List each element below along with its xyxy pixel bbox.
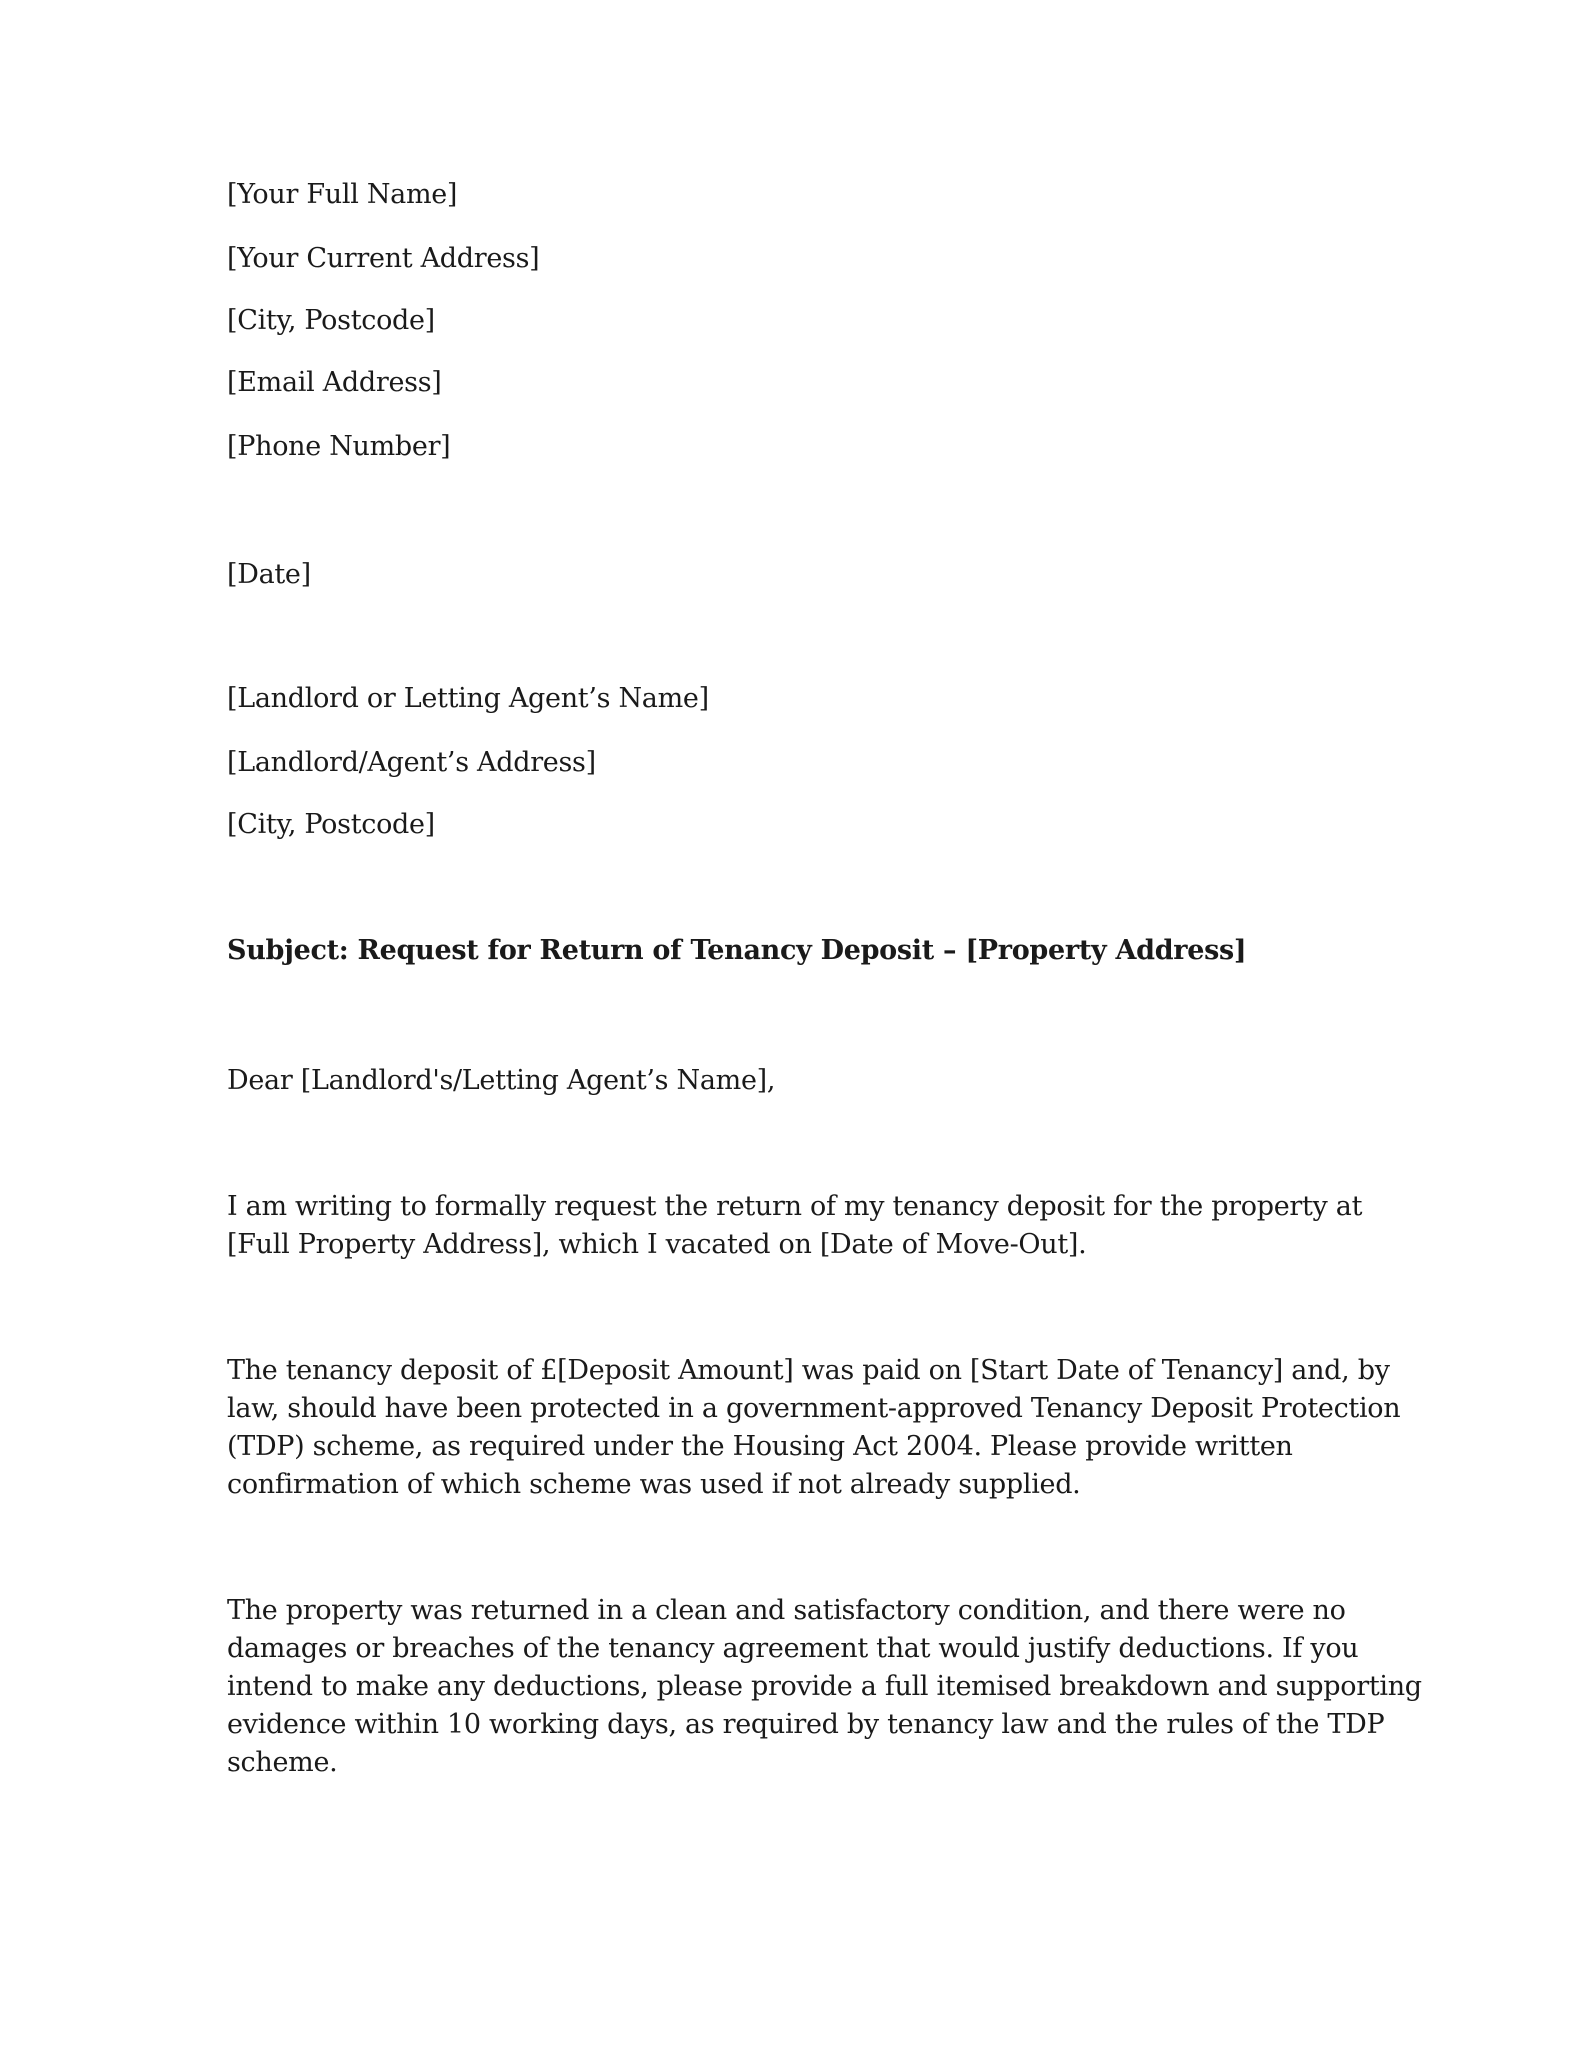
paragraph-line: The tenancy deposit of £[Deposit Amount] was paid on [Start Date of Tenancy] and, by [227, 1355, 1390, 1386]
paragraph-line: confirmation of which scheme was used if not already supplied. [227, 1469, 1081, 1500]
paragraph-line: law, should have been protected in a government-approved Tenancy Deposit Protection [227, 1393, 1401, 1424]
sender-city-postcode: [City, Postcode] [227, 305, 435, 336]
subject-line: Subject: Request for Return of Tenancy Deposit – [Property Address] [227, 935, 1247, 966]
paragraph-deposit-protection [227, 1352, 1401, 1504]
paragraph-condition [227, 1592, 1422, 1782]
letter-date: [Date] [227, 559, 311, 590]
recipient-city-postcode: [City, Postcode] [227, 809, 435, 840]
recipient-address: [Landlord/Agent’s Address] [227, 747, 596, 778]
paragraph-line: (TDP) scheme, as required under the Housing Act 2004. Please provide written [227, 1431, 1293, 1462]
paragraph-request [227, 1188, 1377, 1264]
salutation: Dear [Landlord's/Letting Agent’s Name], [227, 1065, 776, 1096]
paragraph-line: damages or breaches of the tenancy agreement that would justify deductions. If you [227, 1633, 1359, 1664]
sender-current-address: [Your Current Address] [227, 243, 540, 274]
sender-email: [Email Address] [227, 367, 442, 398]
paragraph-line: intend to make any deductions, please provide a full itemised breakdown and supporting [227, 1671, 1422, 1702]
paragraph-line: I am writing to formally request the return of my tenancy deposit for the property at [227, 1191, 1363, 1222]
paragraph-line: scheme. [227, 1747, 338, 1778]
recipient-name: [Landlord or Letting Agent’s Name] [227, 683, 709, 714]
paragraph-line: The property was returned in a clean and satisfactory condition, and there were no [227, 1595, 1346, 1626]
sender-full-name: [Your Full Name] [227, 179, 458, 210]
sender-phone: [Phone Number] [227, 431, 451, 462]
paragraph-line: [Full Property Address], which I vacated on [Date of Move-Out]. [227, 1229, 1087, 1260]
paragraph-line: evidence within 10 working days, as required by tenancy law and the rules of the TDP [227, 1709, 1385, 1740]
